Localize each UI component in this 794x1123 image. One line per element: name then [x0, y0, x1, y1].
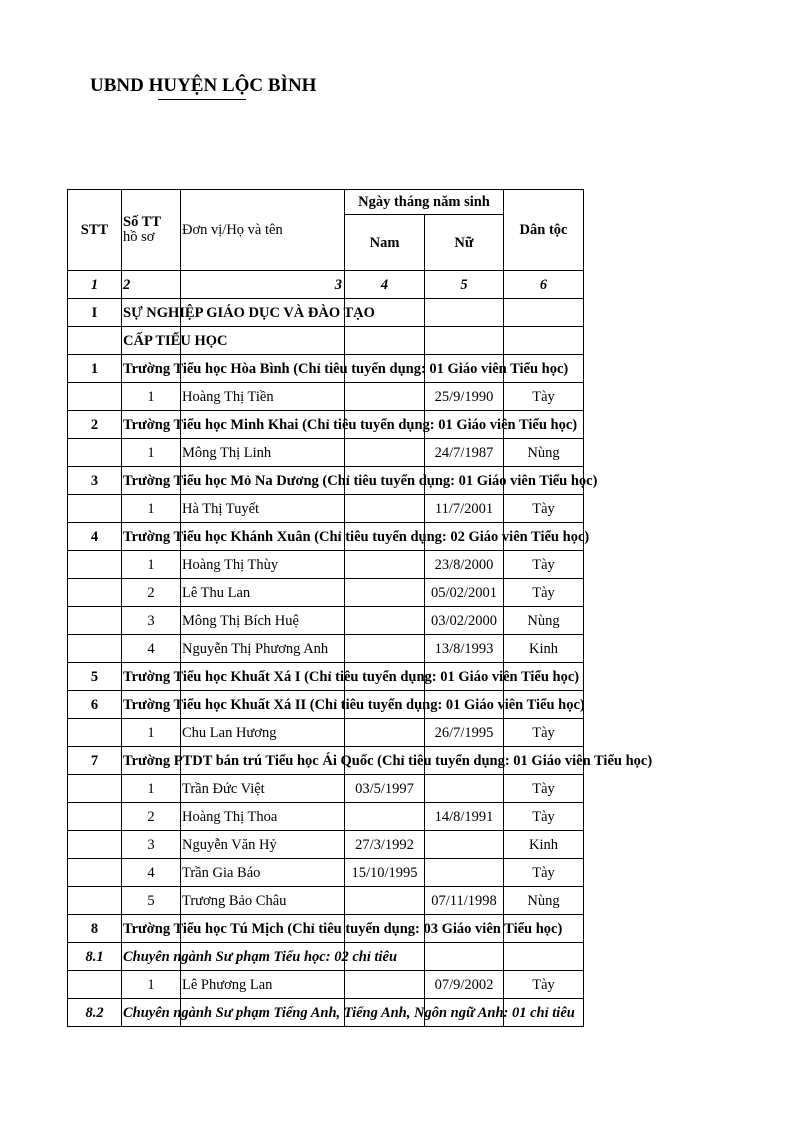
row-birth-female: 13/8/1993 [425, 635, 504, 663]
row-ho-so: 3 [122, 607, 181, 635]
row-ethnicity: Tày [504, 803, 584, 831]
school-heading: Trường Tiểu học Hòa Bình (Chỉ tiêu tuyển dụng: 01 Giáo viên Tiểu học) [123, 360, 569, 377]
table-row [68, 467, 584, 495]
row-birth-male [345, 971, 425, 999]
school-heading: Trường Tiểu học Khánh Xuân (Chỉ tiêu tuyển dụng: 02 Giáo viên Tiểu học) [123, 528, 590, 545]
row-stt [68, 859, 122, 887]
row-ethnicity: Tày [504, 859, 584, 887]
row-name: Trần Gia Báo [181, 859, 345, 887]
table-row [68, 747, 584, 775]
row-stt [68, 775, 122, 803]
school-heading: Trường Tiểu học Khuất Xá I (Chỉ tiêu tuyển dụng: 01 Giáo viên Tiểu học) [123, 668, 580, 685]
table-row [68, 495, 584, 523]
table-body [68, 299, 653, 1027]
row-name: Mông Thị Bích Huệ [181, 607, 345, 635]
table-row [68, 551, 584, 579]
col-number-5: 5 [425, 271, 504, 299]
row-name: Mông Thị Linh [181, 439, 345, 467]
row-empty-cell [345, 327, 425, 355]
row-empty-cell [504, 943, 584, 971]
table-row [68, 719, 584, 747]
subsection-heading: Chuyên ngành Sư phạm Tiểu học: 02 chỉ tiêu [123, 948, 398, 965]
row-stt: I [68, 299, 122, 327]
row-stt: 7 [68, 747, 122, 775]
row-birth-male [345, 551, 425, 579]
row-stt: 3 [68, 467, 122, 495]
row-ho-so: 2 [122, 803, 181, 831]
row-birth-female [425, 775, 504, 803]
candidate-table-wrapper [67, 189, 653, 1027]
col-number-6: 6 [504, 271, 584, 299]
row-heading-cell [122, 523, 590, 551]
table-row [68, 803, 584, 831]
row-birth-female: 26/7/1995 [425, 719, 504, 747]
row-heading-cell [122, 915, 563, 943]
table-row [68, 831, 584, 859]
row-stt [68, 383, 122, 411]
header-ngay-sinh: Ngày tháng năm sinh [345, 190, 504, 215]
row-birth-male: 15/10/1995 [345, 859, 425, 887]
row-name: Hoàng Thị Tiền [181, 383, 345, 411]
row-heading-cell [122, 355, 569, 383]
row-name: Trần Đức Việt [181, 775, 345, 803]
row-stt: 5 [68, 663, 122, 691]
row-empty-cell [425, 327, 504, 355]
row-name: Lê Phương Lan [181, 971, 345, 999]
row-birth-female: 11/7/2001 [425, 495, 504, 523]
row-empty-cell [504, 299, 584, 327]
row-ho-so: 1 [122, 551, 181, 579]
row-ethnicity: Tày [504, 551, 584, 579]
row-name: Nguyễn Văn Hỷ [181, 831, 345, 859]
row-name: Nguyễn Thị Phương Anh [181, 635, 345, 663]
row-name: Trương Bảo Châu [181, 887, 345, 915]
level-heading: CẤP TIỂU HỌC [123, 332, 228, 349]
col-number-3: 3 [181, 271, 345, 299]
table-row [68, 355, 584, 383]
row-ethnicity: Tày [504, 971, 584, 999]
table-row [68, 999, 584, 1027]
row-birth-male [345, 607, 425, 635]
row-name: Hoàng Thị Thùy [181, 551, 345, 579]
row-stt: 8 [68, 915, 122, 943]
row-ho-so: 1 [122, 719, 181, 747]
row-stt [68, 607, 122, 635]
row-stt [68, 551, 122, 579]
header-underline [158, 99, 246, 100]
table-row [68, 887, 584, 915]
row-heading-cell [122, 999, 575, 1027]
row-empty-cell [425, 943, 504, 971]
row-stt [68, 971, 122, 999]
row-ho-so: 1 [122, 439, 181, 467]
row-birth-female [425, 831, 504, 859]
org-header: UBND HUYỆN LỘC BÌNH [90, 75, 317, 96]
row-ho-so: 1 [122, 383, 181, 411]
row-name: Lê Thu Lan [181, 579, 345, 607]
row-name: Hà Thị Tuyết [181, 495, 345, 523]
row-stt: 8.2 [68, 999, 122, 1027]
school-heading: Trường Tiểu học Mỏ Na Dương (Chỉ tiêu tuyển dụng: 01 Giáo viên Tiểu học) [123, 472, 598, 489]
table-row [68, 439, 584, 467]
row-stt [68, 495, 122, 523]
header-so-tt-line1: Số TT [123, 214, 162, 230]
table-row [68, 299, 584, 327]
header-nu: Nữ [425, 215, 504, 271]
table-row [68, 691, 584, 719]
row-birth-female: 14/8/1991 [425, 803, 504, 831]
row-empty-cell [425, 299, 504, 327]
table-row [68, 943, 584, 971]
row-birth-female: 07/11/1998 [425, 887, 504, 915]
row-name: Chu Lan Hương [181, 719, 345, 747]
section-heading: SỰ NGHIỆP GIÁO DỤC VÀ ĐÀO TẠO [123, 304, 375, 321]
row-birth-male: 27/3/1992 [345, 831, 425, 859]
row-heading-cell [122, 747, 653, 775]
row-ho-so: 1 [122, 775, 181, 803]
row-ho-so: 3 [122, 831, 181, 859]
row-stt [68, 803, 122, 831]
header-so-tt-line2: hồ sơ [123, 229, 155, 245]
row-ho-so: 4 [122, 635, 181, 663]
col-number-4: 4 [345, 271, 425, 299]
header-dan-toc: Dân tộc [504, 190, 584, 271]
row-heading-cell [122, 467, 598, 495]
table-row [68, 383, 584, 411]
row-stt [68, 439, 122, 467]
row-birth-male [345, 887, 425, 915]
row-birth-male [345, 579, 425, 607]
row-stt [68, 579, 122, 607]
table-row [68, 663, 584, 691]
header-nam: Nam [345, 215, 425, 271]
table-row [68, 411, 584, 439]
row-ethnicity: Tày [504, 719, 584, 747]
row-birth-female: 05/02/2001 [425, 579, 504, 607]
row-ethnicity: Nùng [504, 607, 584, 635]
row-birth-male [345, 439, 425, 467]
row-empty-cell [504, 327, 584, 355]
row-ho-so: 2 [122, 579, 181, 607]
row-birth-male [345, 495, 425, 523]
table-row [68, 579, 584, 607]
row-ho-so: 4 [122, 859, 181, 887]
row-stt [68, 635, 122, 663]
row-heading-cell [122, 663, 580, 691]
row-ho-so: 1 [122, 971, 181, 999]
school-heading: Trường PTDT bán trú Tiểu học Ái Quốc (Chỉ tiêu tuyển dụng: 01 Giáo viên Tiểu học) [123, 752, 653, 769]
school-heading: Trường Tiểu học Tú Mịch (Chỉ tiêu tuyển dụng: 03 Giáo viên Tiểu học) [123, 920, 563, 937]
school-heading: Trường Tiểu học Khuất Xá II (Chỉ tiêu tuyển dụng: 01 Giáo viên Tiểu học) [123, 696, 585, 713]
table-row [68, 523, 584, 551]
col-number-2: 2 [122, 271, 181, 299]
row-ethnicity: Tày [504, 495, 584, 523]
row-birth-male [345, 719, 425, 747]
row-birth-male: 03/5/1997 [345, 775, 425, 803]
header-don-vi: Đơn vị/Họ và tên [181, 190, 345, 271]
row-stt [68, 831, 122, 859]
row-stt: 6 [68, 691, 122, 719]
row-heading-cell [122, 943, 398, 971]
row-heading-cell [122, 299, 375, 327]
table-row [68, 607, 584, 635]
row-stt [68, 327, 122, 355]
table-row [68, 859, 584, 887]
row-birth-male [345, 635, 425, 663]
row-birth-male [345, 383, 425, 411]
header-so-tt-ho-so [122, 190, 181, 271]
row-stt [68, 719, 122, 747]
row-ethnicity: Tày [504, 775, 584, 803]
header-stt: STT [68, 190, 122, 271]
row-stt: 1 [68, 355, 122, 383]
school-heading: Trường Tiểu học Minh Khai (Chỉ tiêu tuyển dụng: 01 Giáo viên Tiểu học) [123, 416, 578, 433]
row-ethnicity: Kinh [504, 831, 584, 859]
row-ho-so: 5 [122, 887, 181, 915]
subsection-heading: Chuyên ngành Sư phạm Tiếng Anh, Tiếng Anh, Ngôn ngữ Anh: 01 chỉ tiêu [123, 1004, 575, 1021]
row-name: Hoàng Thị Thoa [181, 803, 345, 831]
table-row [68, 915, 584, 943]
row-birth-female: 25/9/1990 [425, 383, 504, 411]
row-heading-cell [122, 327, 228, 355]
table-row [68, 635, 584, 663]
row-ethnicity: Nùng [504, 887, 584, 915]
row-stt: 8.1 [68, 943, 122, 971]
col-number-1: 1 [68, 271, 122, 299]
table-row [68, 327, 584, 355]
row-ethnicity: Tày [504, 579, 584, 607]
row-ethnicity: Tày [504, 383, 584, 411]
row-stt: 2 [68, 411, 122, 439]
row-ethnicity: Nùng [504, 439, 584, 467]
row-stt [68, 887, 122, 915]
row-heading-cell [122, 411, 578, 439]
row-birth-female: 24/7/1987 [425, 439, 504, 467]
row-birth-female: 03/02/2000 [425, 607, 504, 635]
row-birth-female [425, 859, 504, 887]
row-ho-so: 1 [122, 495, 181, 523]
candidate-table [67, 189, 653, 1027]
table-row [68, 775, 584, 803]
table-row [68, 971, 584, 999]
row-birth-male [345, 803, 425, 831]
row-stt: 4 [68, 523, 122, 551]
row-birth-female: 07/9/2002 [425, 971, 504, 999]
row-ethnicity: Kinh [504, 635, 584, 663]
row-heading-cell [122, 691, 585, 719]
row-birth-female: 23/8/2000 [425, 551, 504, 579]
